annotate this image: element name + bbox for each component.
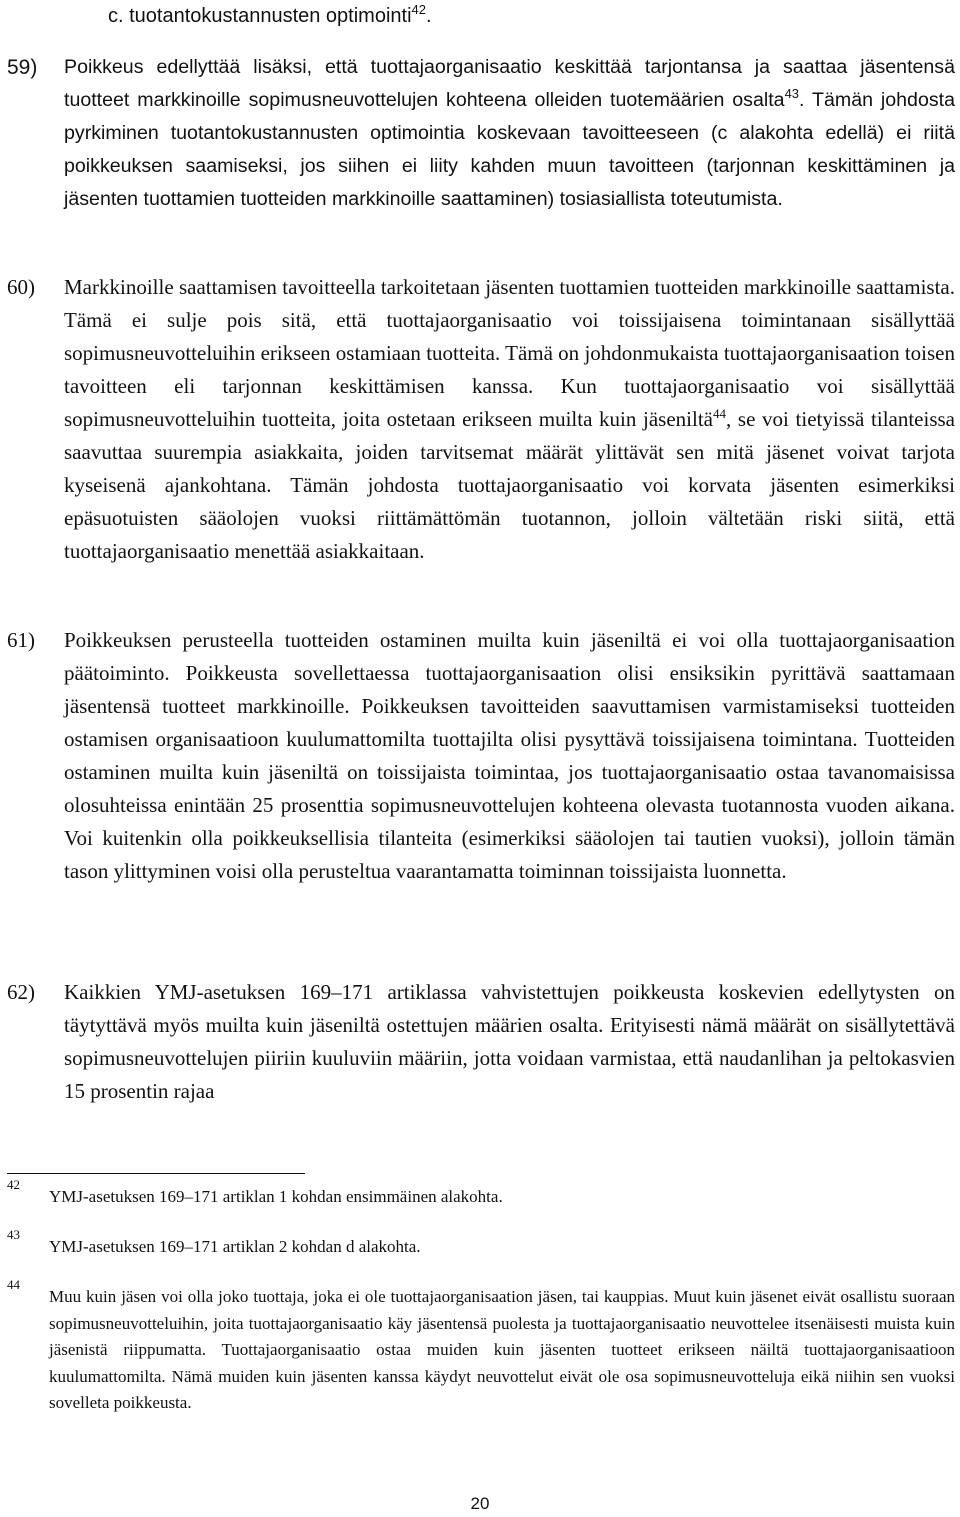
- paragraph-text: Kaikkien YMJ-asetuksen 169–171 artiklassa vahvistettujen poikkeusta koskevien edellytysten on täytyttävä myös muilta kuin jäseniltä ostettujen määrien osalta. Erityisesti nämä määrät on sisällytettävä sopimusneuvottelujen piiriin kuuluviin määriin, jotta voidaan varmistaa, että naudanlihan ja peltokasvien 15 prosentin rajaa: [64, 980, 955, 1103]
- footnote-number: 44: [7, 1277, 20, 1292]
- paragraph-60: [7, 271, 955, 568]
- paragraph-text: Poikkeuksen perusteella tuotteiden ostaminen muilta kuin jäseniltä ei voi olla tuottajaorganisaation päätoiminto. Poikkeusta sovellettaessa tuottajaorganisaation olisi ensiksikin pyrittävä saattamaan jäsentensä tuotteet markkinoille. Poikkeuksen tavoitteiden saavuttamisen varmistamiseksi tuotteiden ostamisen organisaatioon kuulumattomilta tuottajilta olisi pysyttävä toissijaisena toimintana. Tuotteiden ostaminen muilta kuin jäseniltä on toissijaista toimintaa, jos tuottajaorganisaatio ostaa tavanomaisissa olosuhteissa enintään 25 prosenttia sopimusneuvottelujen kohteena olevasta tuotannosta vuoden aikana. Voi kuitenkin olla poikkeuksellisia tilanteita (esimerkiksi sääolojen tai tautien vuoksi), jolloin tämän tason ylittyminen voisi olla perusteltua vaarantamatta toiminnan toissijaista luonnetta.: [64, 628, 955, 883]
- paragraph-text-part-b: , se voi tietyissä tilanteissa saavuttaa suurempia asiakkaita, joiden tarvitsemat määrät ylittävät sen mitä jäsenet voivat tarjota kyseisenä ajankohtana. Tämän johdosta tuottajaorganisaatio voi korvata jäsenten esimerkiksi epäsuotuisten sääolojen vuoksi riittämättömän tuotannon, jolloin vältetään riski siitä, että tuottajaorganisaatio menettää asiakkaitaan.: [64, 407, 955, 563]
- footnote-ref-44[interactable]: 44: [713, 406, 727, 421]
- footnote-number: 43: [7, 1227, 20, 1242]
- paragraph-text: [64, 51, 955, 216]
- footnote-43: [7, 1227, 955, 1261]
- paragraph-62: [7, 976, 955, 1108]
- list-item-c-text: c. tuotantokustannusten optimointi: [108, 5, 412, 27]
- footnote-separator: [7, 1173, 305, 1174]
- paragraph-61: [7, 624, 955, 888]
- footnote-44: [7, 1277, 955, 1417]
- paragraph-text-part-a: Markkinoille saattamisen tavoitteella tarkoitetaan jäsenten tuottamien tuotteiden markkinoille saattamista. Tämä ei sulje pois sitä, että tuottajaorganisaatio voi toissijaisena toimintanaan sisällyttää sopimusneuvotteluihin erikseen ostamiaan tuotteita. Tämä on johdonmukaista tuottajaorganisaation toisen tavoitteen eli tarjonnan keskittämisen kanssa. Kun tuottajaorganisaatio voi sisällyttää sopimusneuvotteluihin tuotteita, joita ostetaan erikseen muilta kuin jäseniltä: [64, 275, 955, 431]
- footnote-42: [7, 1177, 955, 1211]
- footnote-text: YMJ-asetuksen 169–171 artiklan 1 kohdan ensimmäinen alakohta.: [49, 1187, 503, 1206]
- paragraph-number: 59): [7, 56, 38, 79]
- paragraph-text-part-b: . Tämän johdosta pyrkiminen tuotantokustannusten optimointia koskevaan tavoitteeseen (c alakohta edellä) ei riitä poikkeuksen saamiseksi, jos siihen ei liity kahden muun tavoitteen (tarjonnan keskittäminen ja jäsenten tuottamien tuotteiden markkinoille saattaminen) tosiasiallista toteutumista.: [64, 89, 955, 210]
- paragraph-text-part-a: Poikkeus edellyttää lisäksi, että tuottajaorganisaatio keskittää tarjontansa ja saattaa jäsentensä tuotteet markkinoille sopimusneuvottelujen kohteena olleiden tuotemäärien osalta: [64, 56, 955, 111]
- list-item-c-period: .: [426, 5, 432, 27]
- paragraph-number: 61): [7, 628, 35, 652]
- paragraph-59: [7, 51, 955, 216]
- paragraph-number: 62): [7, 980, 35, 1004]
- list-item-c: [108, 4, 432, 28]
- footnote-ref-43[interactable]: 43: [784, 86, 800, 101]
- page-number: 20: [470, 1494, 490, 1513]
- footnote-text: Muu kuin jäsen voi olla joko tuottaja, joka ei ole tuottajaorganisaation jäsen, tai kauppias. Muut kuin jäsenet eivät osallistu suoraan sopimusneuvotteluihin, joita tuottajaorganisaatio käy jäsentensä puolesta ja tuottajaorganisaatio neuvottelee itsenäisesti muista kuin jäsenistä riippumatta. Tuottajaorganisaatio ostaa muiden kuin jäsenten tuotteet erikseen näiltä tuottajaorganisaatioon kuulumattomilta. Nämä muiden kuin jäsenten kanssa käydyt neuvottelut eivät ole osa sopimusneuvotteluja eikä niihin sen vuoksi sovelleta poikkeusta.: [49, 1287, 955, 1412]
- footnote-ref-42[interactable]: 42: [411, 2, 426, 17]
- paragraph-text: [64, 271, 955, 568]
- paragraph-number: 60): [7, 275, 35, 299]
- footnote-text: YMJ-asetuksen 169–171 artiklan 2 kohdan d alakohta.: [49, 1237, 421, 1256]
- footnote-number: 42: [7, 1177, 20, 1192]
